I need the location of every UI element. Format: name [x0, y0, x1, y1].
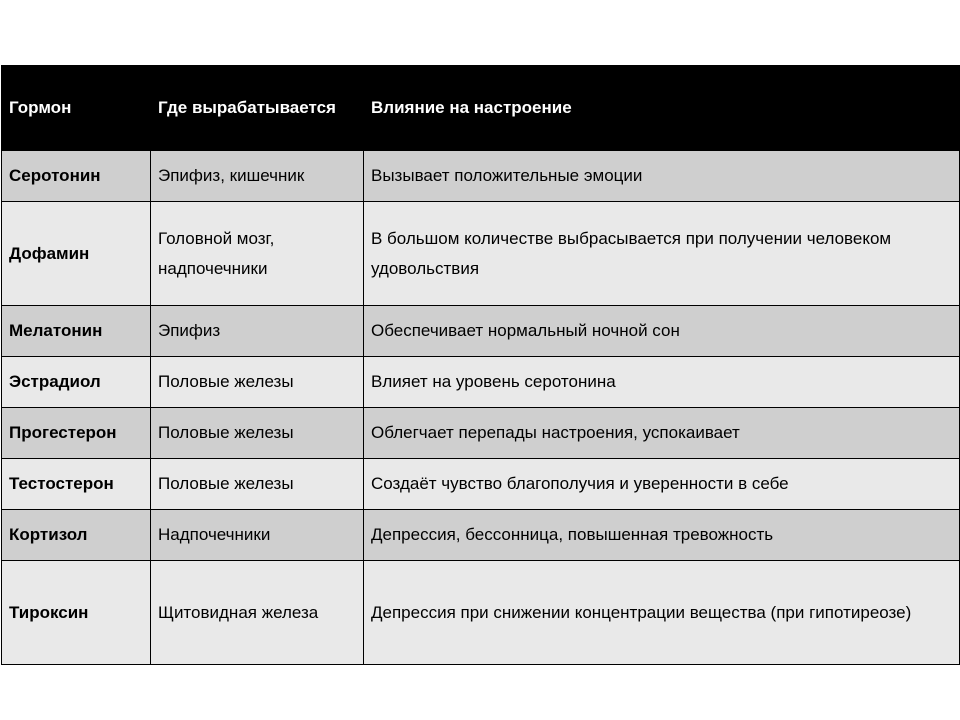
- cell-effect: Обеспечивает нормальный ночной сон: [364, 306, 960, 357]
- cell-source: Щитовидная железа: [151, 561, 364, 665]
- cell-effect: Облегчает перепады настроения, успокаивает: [364, 408, 960, 459]
- table-row: [2, 306, 960, 357]
- cell-source: Головной мозг, надпочечники: [151, 202, 364, 306]
- hormone-table-container: [1, 65, 959, 665]
- cell-effect: Создаёт чувство благополучия и уверенности в себе: [364, 459, 960, 510]
- table-row: [2, 408, 960, 459]
- cell-hormone: Мелатонин: [2, 306, 151, 357]
- table-row: [2, 151, 960, 202]
- header-hormone: Гормон: [2, 66, 151, 151]
- cell-hormone: Прогестерон: [2, 408, 151, 459]
- hormone-table: [1, 65, 960, 665]
- table-row: [2, 357, 960, 408]
- cell-source: Эпифиз: [151, 306, 364, 357]
- cell-effect: Депрессия при снижении концентрации вещества (при гипотиреозе): [364, 561, 960, 665]
- header-row: [2, 66, 960, 151]
- cell-hormone: Серотонин: [2, 151, 151, 202]
- cell-effect: Вызывает положительные эмоции: [364, 151, 960, 202]
- header-effect: Влияние на настроение: [364, 66, 960, 151]
- cell-source: Половые железы: [151, 408, 364, 459]
- cell-source: Половые железы: [151, 459, 364, 510]
- cell-source: Эпифиз, кишечник: [151, 151, 364, 202]
- table-body: [2, 151, 960, 665]
- cell-effect: Влияет на уровень серотонина: [364, 357, 960, 408]
- table-row: [2, 202, 960, 306]
- cell-effect: В большом количестве выбрасывается при получении человеком удовольствия: [364, 202, 960, 306]
- header-source: Где вырабатывается: [151, 66, 364, 151]
- table-row: [2, 459, 960, 510]
- cell-source: Надпочечники: [151, 510, 364, 561]
- cell-hormone: Эстрадиол: [2, 357, 151, 408]
- cell-effect: Депрессия, бессонница, повышенная тревожность: [364, 510, 960, 561]
- table-header: [2, 66, 960, 151]
- table-row: [2, 510, 960, 561]
- cell-source: Половые железы: [151, 357, 364, 408]
- cell-hormone: Тестостерон: [2, 459, 151, 510]
- cell-hormone: Кортизол: [2, 510, 151, 561]
- table-row: [2, 561, 960, 665]
- cell-hormone: Дофамин: [2, 202, 151, 306]
- cell-hormone: Тироксин: [2, 561, 151, 665]
